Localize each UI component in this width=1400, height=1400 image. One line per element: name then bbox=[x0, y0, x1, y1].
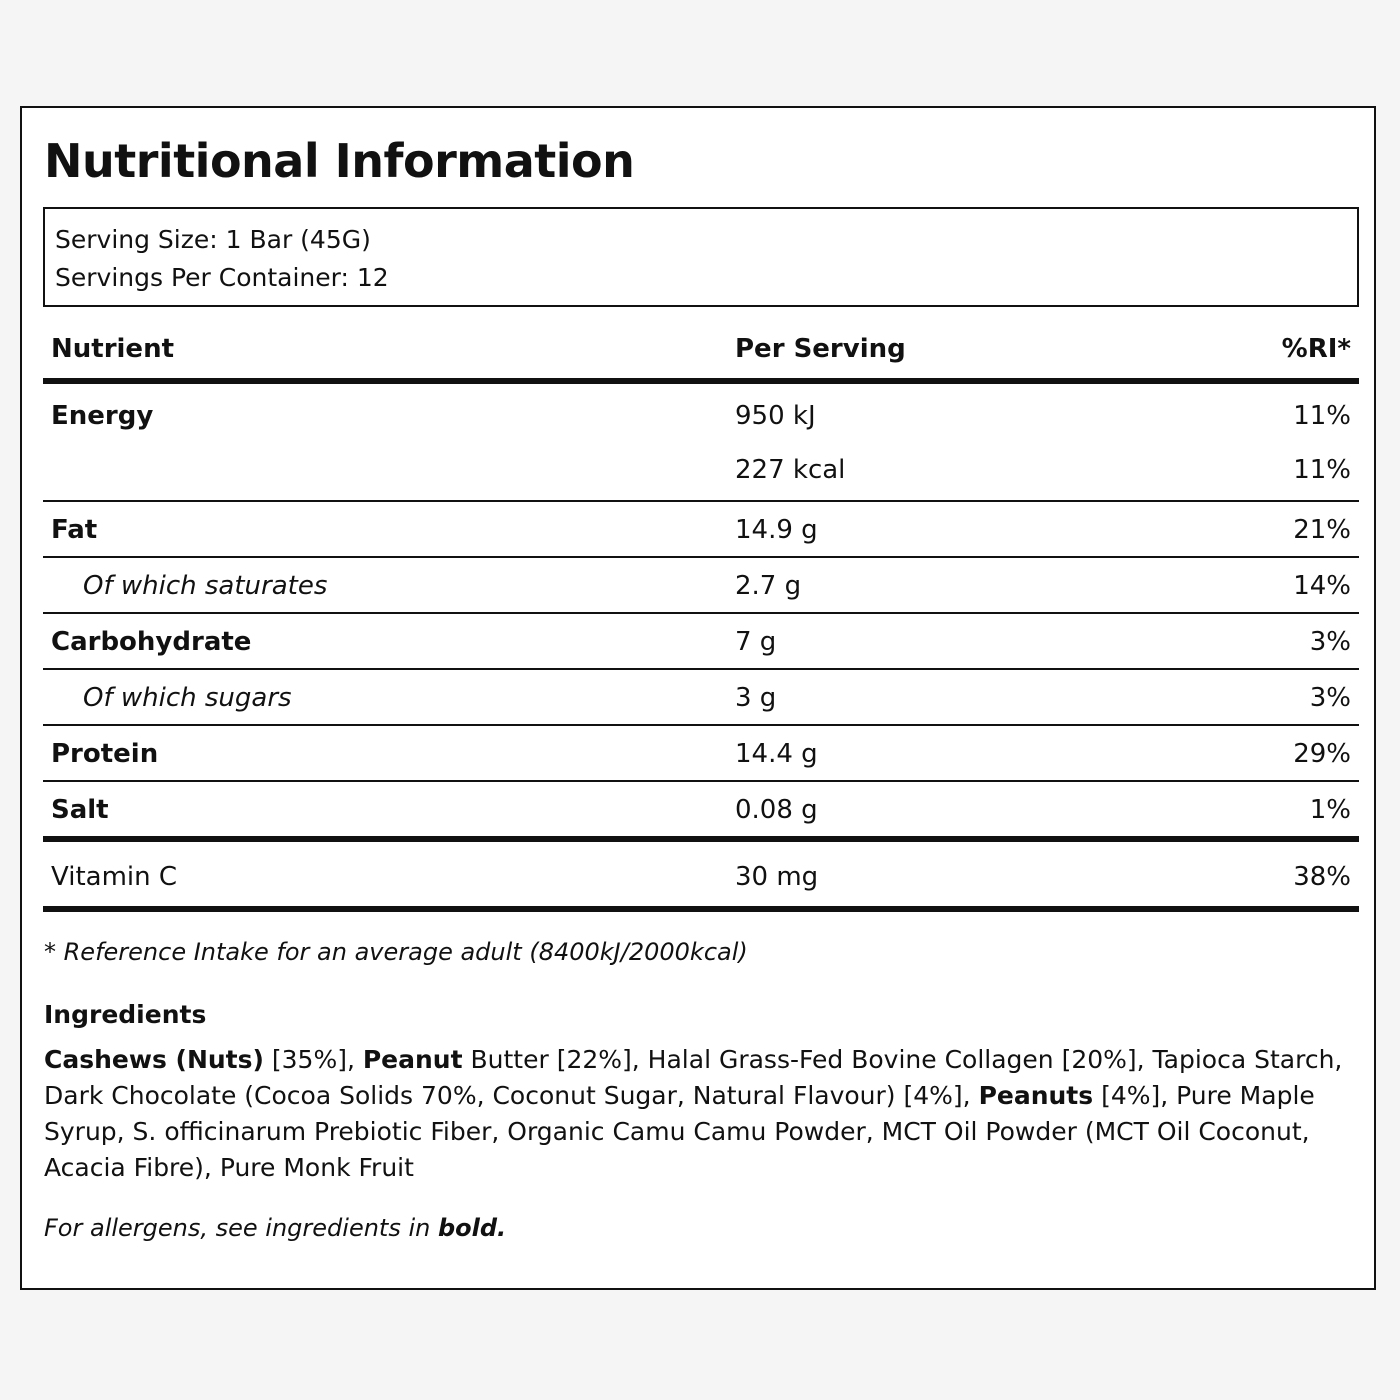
table-row-vitamin-c bbox=[43, 842, 1359, 906]
table-row-salt bbox=[43, 782, 1359, 836]
allergen-ingredient: Cashews (Nuts) bbox=[44, 1045, 264, 1074]
nutrient-value: 0.08 g bbox=[735, 795, 818, 825]
header-nutrient: Nutrient bbox=[51, 334, 175, 364]
nutrient-ri: 3% bbox=[1309, 683, 1351, 713]
nutrient-ri: 29% bbox=[1293, 739, 1351, 769]
nutrient-value: 7 g bbox=[735, 627, 777, 657]
nutrient-value: 3 g bbox=[735, 683, 777, 713]
header-ri: %RI* bbox=[1281, 334, 1351, 364]
ingredients-text bbox=[44, 1042, 1344, 1186]
energy-kcal: 227 kcal bbox=[735, 455, 846, 485]
serving-size: Serving Size: 1 Bar (45G) bbox=[55, 225, 371, 254]
allergen-note-text: For allergens, see ingredients in bbox=[44, 1214, 438, 1242]
nutrient-name: Fat bbox=[51, 515, 98, 545]
nutrient-ri: 3% bbox=[1309, 627, 1351, 657]
table-row-saturates bbox=[43, 558, 1359, 612]
ingredients-title: Ingredients bbox=[44, 1000, 207, 1029]
table-row-protein bbox=[43, 726, 1359, 780]
table-row-energy bbox=[43, 384, 1359, 500]
nutrition-table bbox=[43, 322, 1359, 912]
ingredient-text: [35%], bbox=[263, 1045, 363, 1074]
nutrient-name: Energy bbox=[51, 401, 154, 431]
nutrient-ri: 14% bbox=[1293, 571, 1351, 601]
ingredient-text: [4%], Pure Maple Syrup, S. officinarum Prebiotic Fiber, Organic Camu Camu Powder, MCT Oil Powder (MCT Oil Coconut, Acacia Fibre), Pure Monk Fruit bbox=[44, 1081, 1315, 1182]
nutrient-ri: 21% bbox=[1293, 515, 1351, 545]
nutrient-ri: 1% bbox=[1309, 795, 1351, 825]
table-row-fat bbox=[43, 502, 1359, 556]
energy-kj: 950 kJ bbox=[735, 401, 816, 431]
serving-info-box bbox=[43, 207, 1359, 307]
nutrient-name: Of which sugars bbox=[83, 683, 292, 713]
header-per-serving: Per Serving bbox=[735, 334, 906, 364]
allergen-ingredient: Peanuts bbox=[978, 1081, 1094, 1110]
nutrient-name: Of which saturates bbox=[83, 571, 328, 601]
reference-intake-footnote: * Reference Intake for an average adult (8400kJ/2000kcal) bbox=[44, 938, 748, 966]
table-row-carbohydrate bbox=[43, 614, 1359, 668]
nutrition-panel bbox=[20, 106, 1376, 1290]
allergen-note-bold: bold. bbox=[437, 1214, 507, 1242]
page-title: Nutritional Information bbox=[44, 134, 635, 188]
ingredient-text: Butter [22%], Halal Grass-Fed Bovine Collagen [20%], Tapioca Starch, Dark Chocolate (Cocoa Solids 70%, Coconut Sugar, Natural Flavour) [4%], bbox=[44, 1045, 1343, 1110]
nutrient-value: 14.9 g bbox=[735, 515, 818, 545]
nutrient-name: Protein bbox=[51, 739, 159, 769]
allergen-ingredient: Peanut bbox=[362, 1045, 463, 1074]
table-header bbox=[43, 322, 1359, 378]
nutrient-name: Vitamin C bbox=[51, 862, 178, 892]
nutrient-value: 14.4 g bbox=[735, 739, 818, 769]
energy-kj-ri: 11% bbox=[1293, 401, 1351, 431]
nutrient-name: Carbohydrate bbox=[51, 627, 252, 657]
table-bottom-divider bbox=[43, 906, 1359, 912]
nutrient-ri: 38% bbox=[1293, 862, 1351, 892]
servings-per-container: Servings Per Container: 12 bbox=[55, 263, 389, 292]
nutrient-name: Salt bbox=[51, 795, 109, 825]
table-row-sugars bbox=[43, 670, 1359, 724]
energy-kcal-ri: 11% bbox=[1293, 455, 1351, 485]
allergen-note bbox=[44, 1214, 506, 1242]
nutrient-value: 2.7 g bbox=[735, 571, 802, 601]
nutrient-value: 30 mg bbox=[735, 862, 819, 892]
